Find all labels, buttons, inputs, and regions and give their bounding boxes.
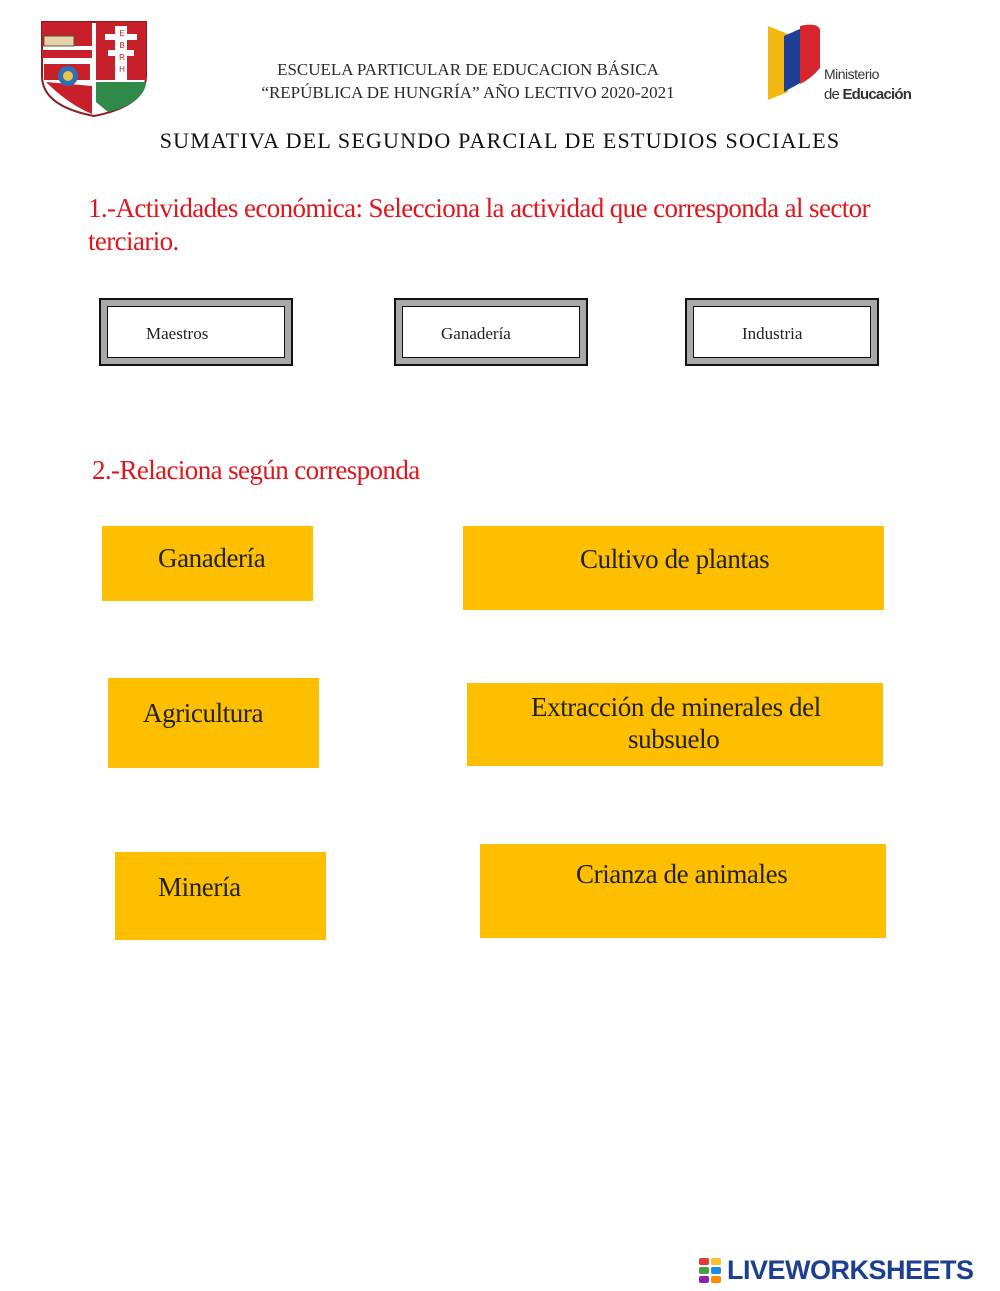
match-left-ganaderia[interactable] bbox=[102, 526, 313, 601]
match-label: Ganadería bbox=[158, 543, 266, 573]
match-label-line1: Extracción de minerales del bbox=[531, 692, 821, 722]
exam-title: SUMATIVA DEL SEGUNDO PARCIAL DE ESTUDIOS SOCIALES bbox=[159, 128, 841, 153]
option-label: Maestros bbox=[146, 324, 209, 343]
match-label: Agricultura bbox=[143, 698, 264, 728]
match-left-agricultura[interactable] bbox=[108, 678, 319, 768]
crest-letters: EBRH bbox=[119, 29, 125, 74]
option-label: Industria bbox=[742, 324, 803, 343]
ministry-line2: de Educación bbox=[824, 86, 912, 103]
match-right-extraccion[interactable] bbox=[467, 683, 883, 766]
school-name-line1: ESCUELA PARTICULAR DE EDUCACION BÁSICA bbox=[277, 60, 659, 79]
question-1-prompt: 1.-Actividades económica: Selecciona la actividad que corresponda al sector terciario. bbox=[88, 193, 870, 256]
match-label: Crianza de animales bbox=[576, 859, 788, 889]
match-label-line2: subsuelo bbox=[628, 724, 720, 754]
brand-name: LIVEWORKSHEETS bbox=[727, 1255, 974, 1285]
match-left-mineria[interactable] bbox=[115, 852, 326, 940]
option-industria[interactable] bbox=[685, 298, 879, 366]
school-name-line2: “REPÚBLICA DE HUNGRÍA” AÑO LECTIVO 2020-2021 bbox=[261, 83, 675, 102]
option-maestros[interactable] bbox=[99, 298, 293, 366]
match-label: Minería bbox=[158, 872, 241, 902]
match-label: Cultivo de plantas bbox=[580, 544, 770, 574]
question-2-prompt: 2.-Relaciona según corresponda bbox=[92, 455, 420, 485]
option-ganaderia[interactable] bbox=[394, 298, 588, 366]
match-right-crianza[interactable] bbox=[480, 844, 886, 938]
ministry-line1: Ministerio bbox=[824, 66, 879, 82]
ministerio-educacion-logo-icon bbox=[762, 22, 912, 114]
option-label: Ganadería bbox=[441, 324, 511, 343]
match-right-cultivo[interactable] bbox=[463, 526, 884, 610]
